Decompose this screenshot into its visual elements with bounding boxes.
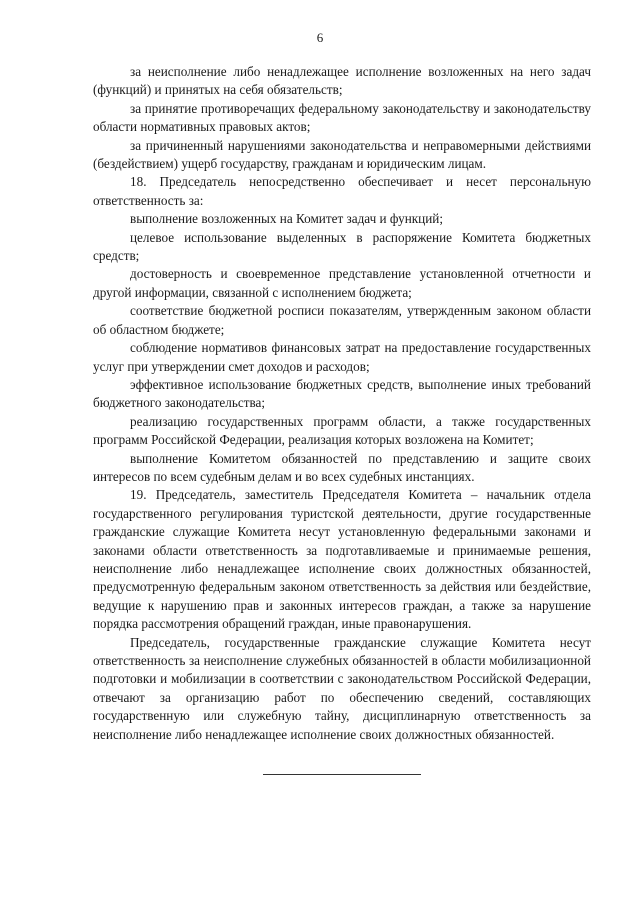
paragraph: эффективное использование бюджетных средств, выполнение иных требований бюджетного законодательства; [93, 376, 591, 411]
paragraph: соблюдение нормативов финансовых затрат на предоставление государственных услуг при утверждении смет доходов и расходов; [93, 340, 591, 374]
paragraph: выполнение Комитетом обязанностей по представлению и защите своих интересов по всем судебным делам и во всех судебных инстанциях. [93, 450, 591, 484]
end-divider-line [263, 774, 421, 775]
paragraph: Председатель, государственные гражданские служащие Комитета несут ответственность за неисполнение служебных обязанностей в области мобилизационной подготовки и мобилизации в соответствии с законодательством Российской Федерации, отвечают за организацию работ по обеспечению сведений, составляющих государственную или служебную тайну, дисциплинарную ответственность за неисполнение либо ненадлежащее исполнение своих должностных обязанностей. [93, 634, 591, 742]
paragraph: за причиненный нарушениями законодательства и неправомерными действиями (бездействием) ущерб государству, гражданам и юридическим лицам. [93, 137, 591, 172]
paragraph: за неисполнение либо ненадлежащее исполнение возложенных на него задач (функций) и принятых на себя обязательств; [93, 64, 591, 98]
paragraph: 19. Председатель, заместитель Председателя Комитета – начальник отдела государственного регулирования туристской деятельности, другие государственные гражданские служащие Комитета несут установленную федеральными законами и законами области ответственность за подготавливаемые и принимаемые решения, неисполнение либо ненадлежащее исполнение своих должностных обязанностей, предусмотренную федеральным законом ответственность за действия или бездействие, ведущие к нарушению прав и законных интересов граждан, а также за нарушение порядка рассмотрения обращений граждан, иные правонарушения. [93, 487, 591, 632]
paragraph: 18. Председатель непосредственно обеспечивает и несет персональную ответственность за: [93, 174, 591, 208]
paragraph: целевое использование выделенных в распоряжение Комитета бюджетных средств; [93, 229, 591, 264]
paragraph: соответствие бюджетной росписи показателям, утвержденным законом области об областном бюджете; [93, 303, 591, 337]
paragraph: выполнение возложенных на Комитет задач и функций; [130, 211, 444, 227]
paragraph: за принятие противоречащих федеральному законодательству и законодательству области нормативных правовых актов; [93, 100, 591, 135]
paragraph: реализацию государственных программ области, а также государственных программ Российской Федерации, реализация которых возложена на Комитет; [93, 413, 591, 448]
document-body [93, 63, 591, 744]
paragraph: достоверность и своевременное представление установленной отчетности и другой информации, связанной с исполнением бюджета; [93, 266, 591, 300]
page-number: 6 [316, 30, 324, 45]
